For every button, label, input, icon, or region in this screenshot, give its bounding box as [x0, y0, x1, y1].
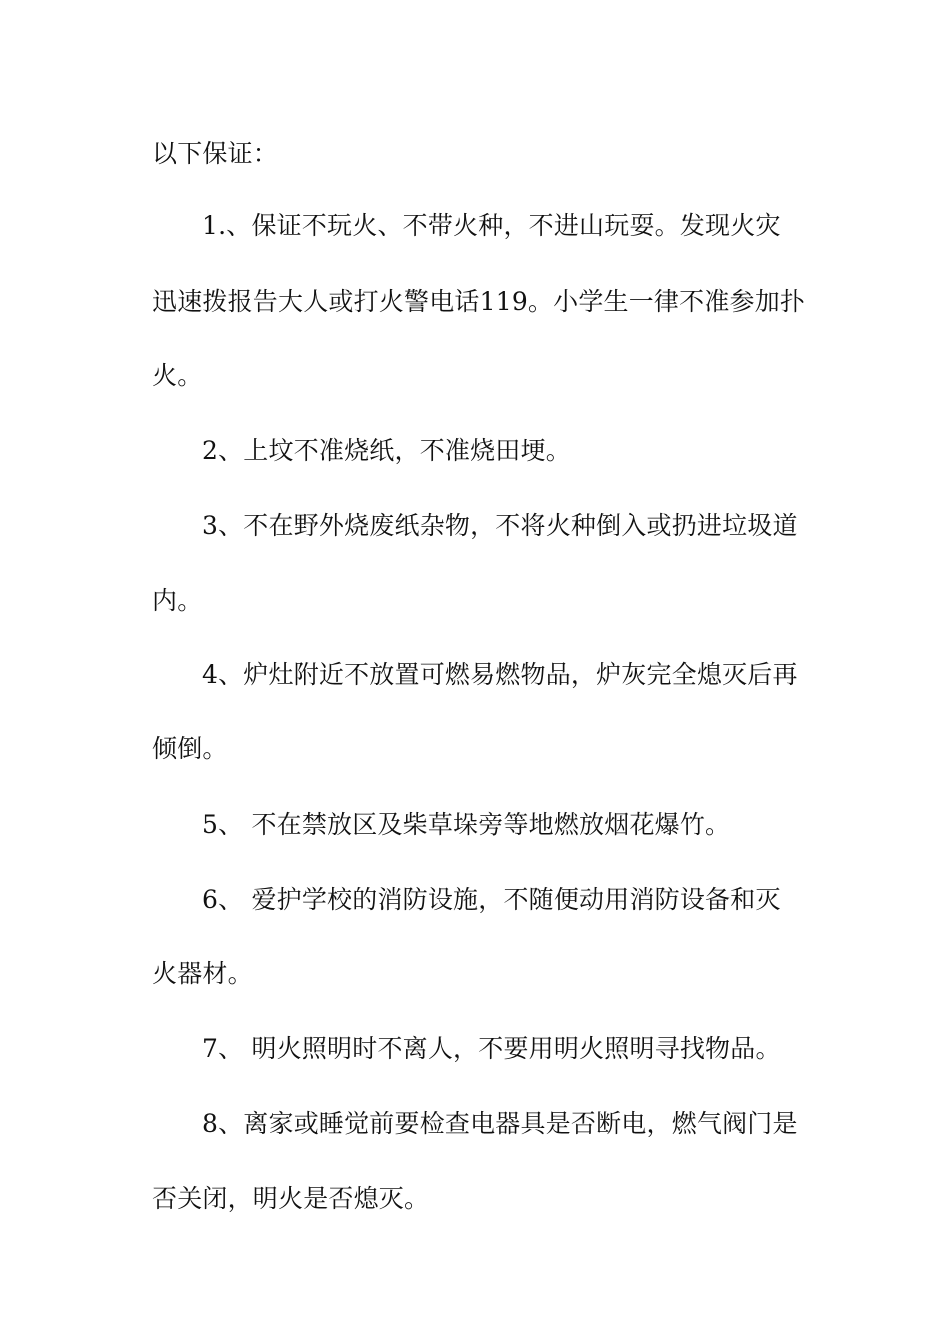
- text-line-item-1-end: 火。: [152, 361, 203, 390]
- text-line-item-6: 6、 爱护学校的消防设施，不随便动用消防设备和灭: [202, 885, 781, 914]
- text-line-item-7: 7、 明火照明时不离人，不要用明火照明寻找物品。: [202, 1034, 781, 1063]
- text-line-item-3: 3、不在野外烧废纸杂物，不将火种倒入或扔进垃圾道: [202, 511, 798, 540]
- text-line-item-1: 1.、保证不玩火、不带火种，不进山玩耍。发现火灾: [202, 211, 781, 240]
- text-line-item-2: 2、上坟不准烧纸，不准烧田埂。: [202, 436, 571, 465]
- text-line-item-4-end: 倾倒。: [152, 734, 228, 763]
- text-line-item-1-cont: 迅速拨报告大人或打火警电话119。小学生一律不准参加扑: [152, 287, 806, 316]
- text-line-item-6-end: 火器材。: [152, 959, 253, 988]
- text-line-item-8: 8、离家或睡觉前要检查电器具是否断电，燃气阀门是: [202, 1109, 798, 1138]
- text-line-intro: 以下保证：: [152, 139, 279, 168]
- text-line-item-8-end: 否关闭，明火是否熄灭。: [152, 1184, 430, 1213]
- text-line-item-4: 4、炉灶附近不放置可燃易燃物品，炉灰完全熄灭后再: [202, 660, 798, 689]
- text-line-item-5: 5、 不在禁放区及柴草垛旁等地燃放烟花爆竹。: [202, 810, 731, 839]
- text-line-item-3-end: 内。: [152, 586, 203, 615]
